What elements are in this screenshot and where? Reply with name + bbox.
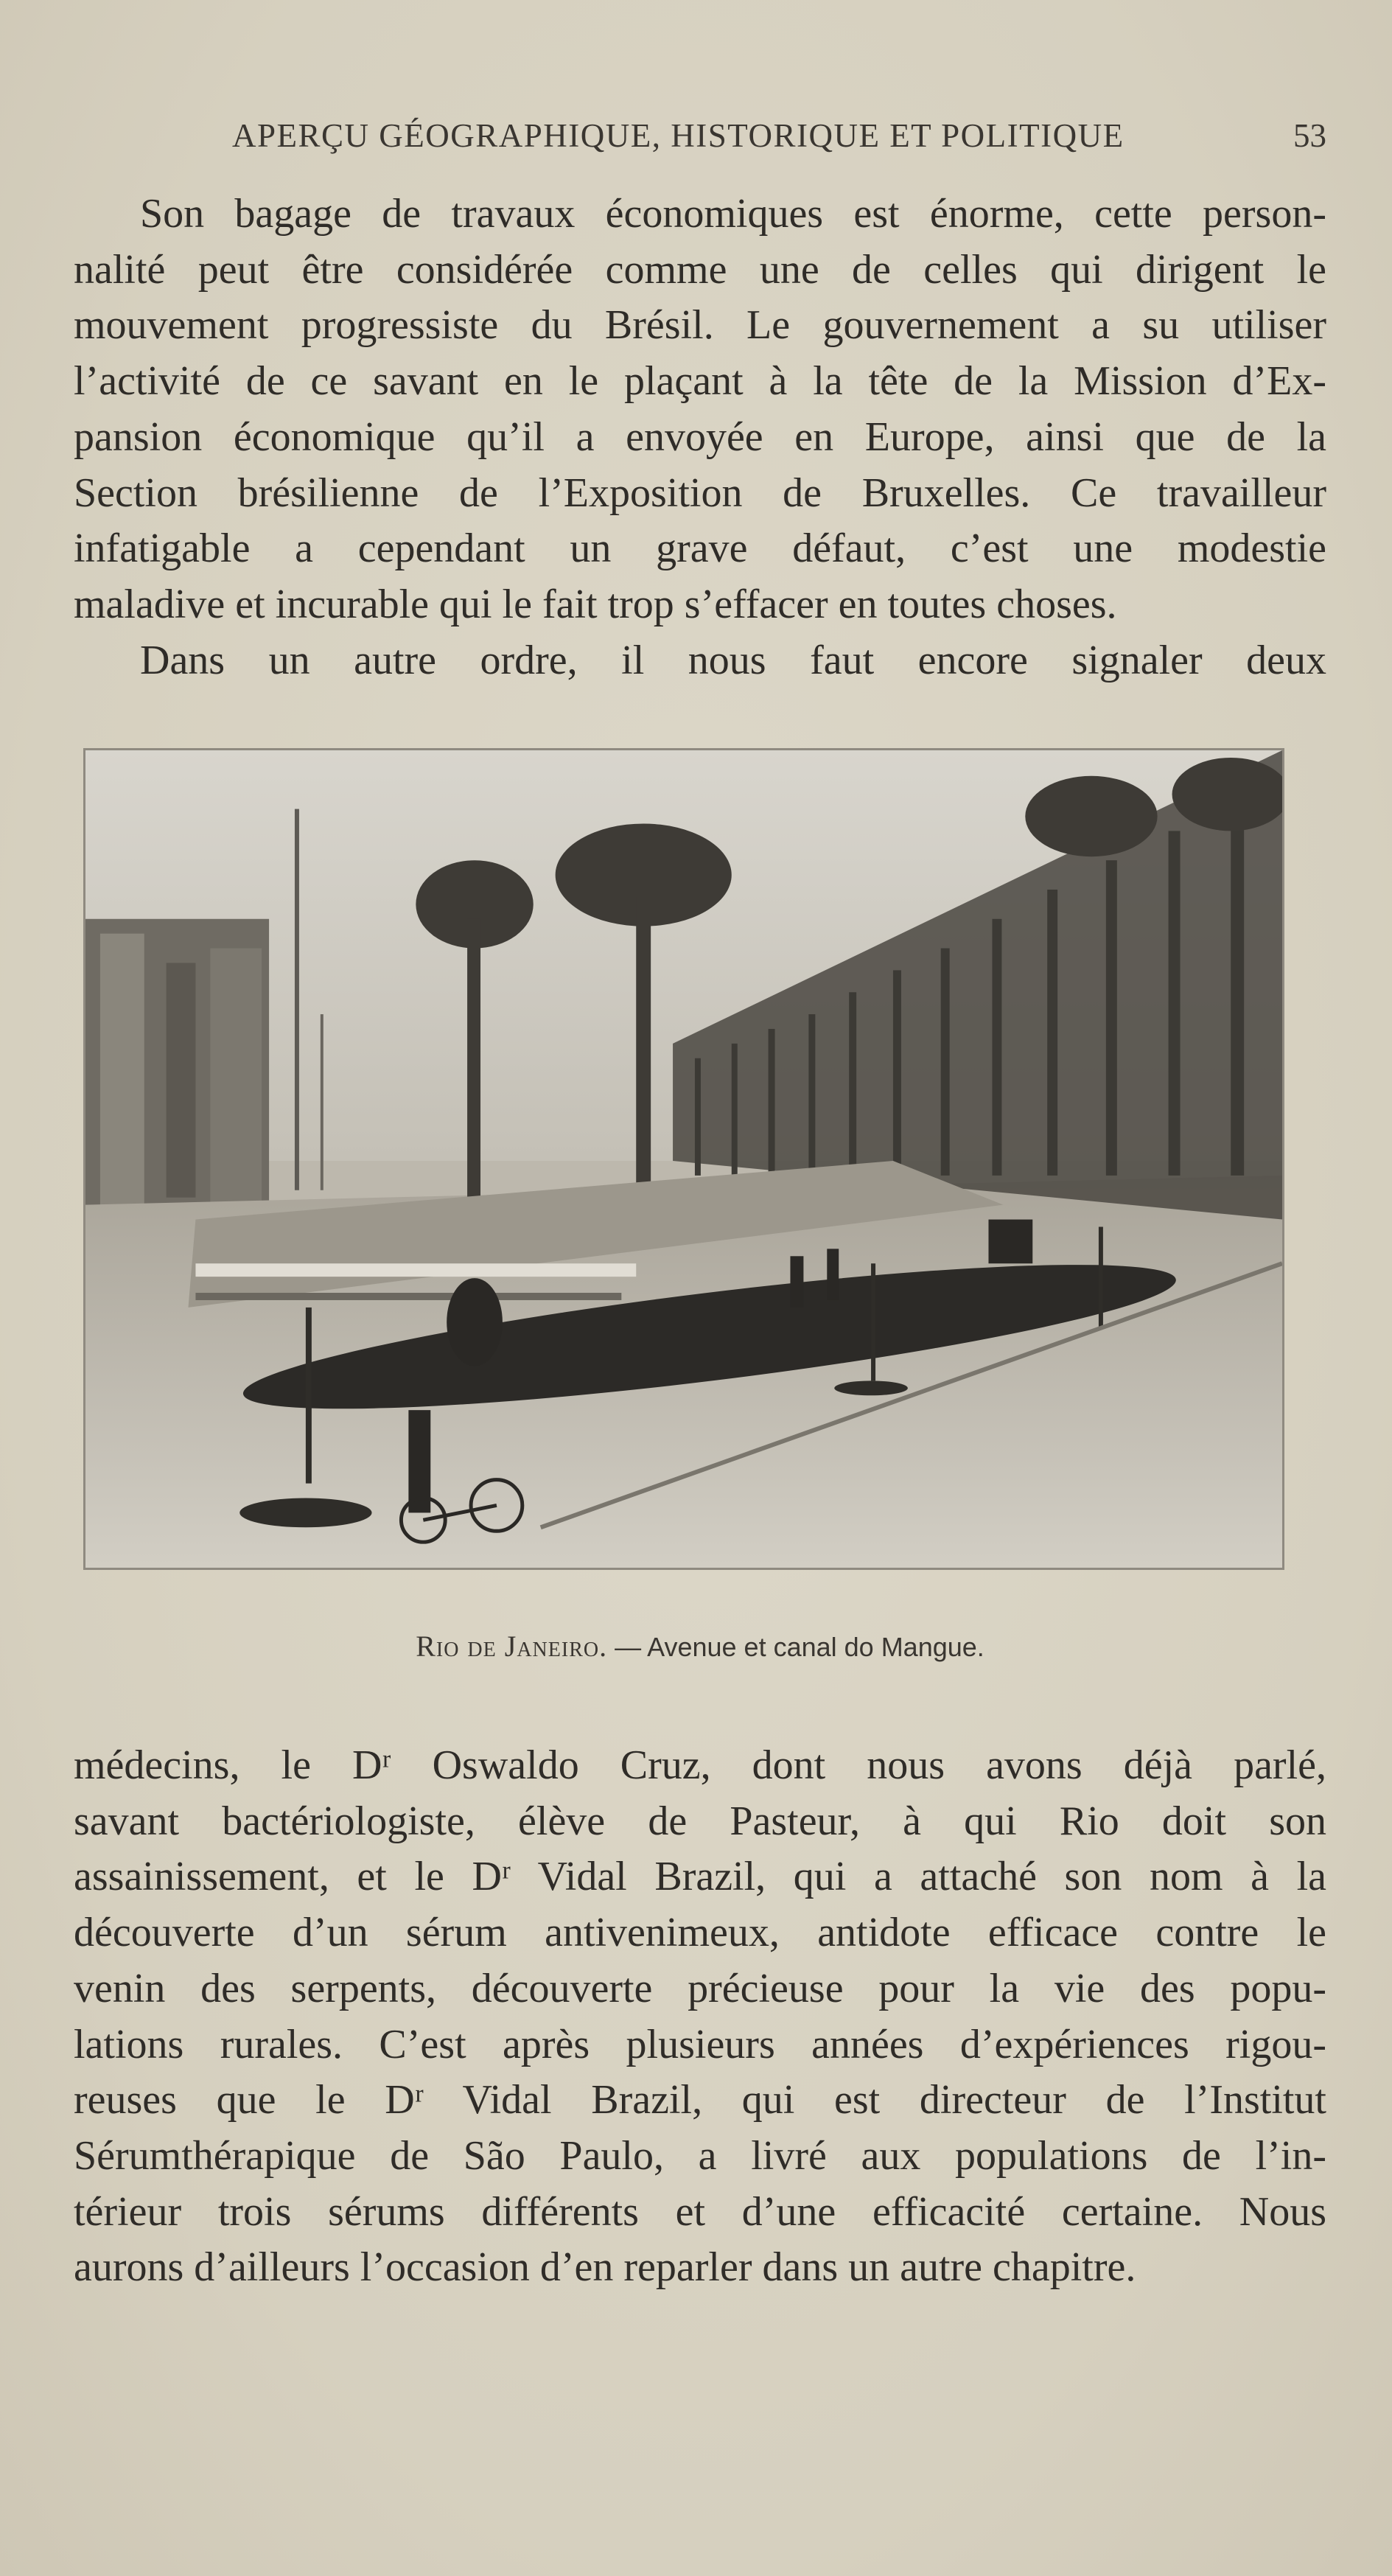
text-line: reuses que le Dʳ Vidal Brazil, qui est directeur de l’Institut bbox=[74, 2077, 1326, 2123]
text-line: Son bagage de travaux économiques est énorme, cette person- bbox=[140, 191, 1326, 237]
text-line: découverte d’un sérum antivenimeux, antidote efficace contre le bbox=[74, 1910, 1326, 1956]
page-header bbox=[74, 109, 1326, 175]
page-number: 53 bbox=[1293, 117, 1326, 154]
caption-place: Rio de Janeiro. bbox=[416, 1630, 608, 1663]
photograph-avenue-canal bbox=[83, 748, 1284, 1570]
running-head: APERÇU GÉOGRAPHIQUE, HISTORIQUE ET POLITIQUE bbox=[232, 117, 1125, 154]
text-block-top bbox=[74, 186, 1326, 688]
figure-caption bbox=[74, 1629, 1326, 1664]
text-line: Dans un autre ordre, il nous faut encore signaler deux bbox=[140, 637, 1326, 683]
text-line: infatigable a cependant un grave défaut, c’est une modestie bbox=[74, 526, 1326, 572]
text-line: maladive et incurable qui le fait trop s’effacer en toutes choses. bbox=[74, 581, 1117, 627]
text-line: savant bactériologiste, élève de Pasteur, à qui Rio doit son bbox=[74, 1798, 1326, 1844]
text-line: venin des serpents, découverte précieuse pour la vie des popu- bbox=[74, 1965, 1326, 2011]
text-line: pansion économique qu’il a envoyée en Europe, ainsi que de la bbox=[74, 413, 1326, 460]
text-line: médecins, le Dʳ Oswaldo Cruz, dont nous avons déjà parlé, bbox=[74, 1742, 1326, 1788]
text-line: Section brésilienne de l’Exposition de Bruxelles. Ce travailleur bbox=[74, 470, 1326, 516]
text-block-bottom bbox=[74, 1738, 1326, 2296]
text-line: mouvement progressiste du Brésil. Le gouvernement a su utiliser bbox=[74, 302, 1326, 349]
text-line: assainissement, et le Dʳ Vidal Brazil, qui a attaché son nom à la bbox=[74, 1854, 1326, 1900]
text-line: l’activité de ce savant en le plaçant à la tête de la Mission d’Ex- bbox=[74, 358, 1326, 405]
photograph-illustration bbox=[85, 750, 1282, 1568]
text-line: nalité peut être considérée comme une de celles qui dirigent le bbox=[74, 246, 1326, 293]
text-line: lations rurales. C’est après plusieurs années d’expériences rigou- bbox=[74, 2021, 1326, 2067]
text-line: aurons d’ailleurs l’occasion d’en reparler dans un autre chapitre. bbox=[74, 2244, 1136, 2291]
text-line: Sérumthérapique de São Paulo, a livré aux populations de l’in- bbox=[74, 2132, 1326, 2179]
caption-description: — Avenue et canal do Mangue. bbox=[607, 1632, 984, 1662]
text-line: térieur trois sérums différents et d’une efficacité certaine. Nous bbox=[74, 2188, 1326, 2235]
